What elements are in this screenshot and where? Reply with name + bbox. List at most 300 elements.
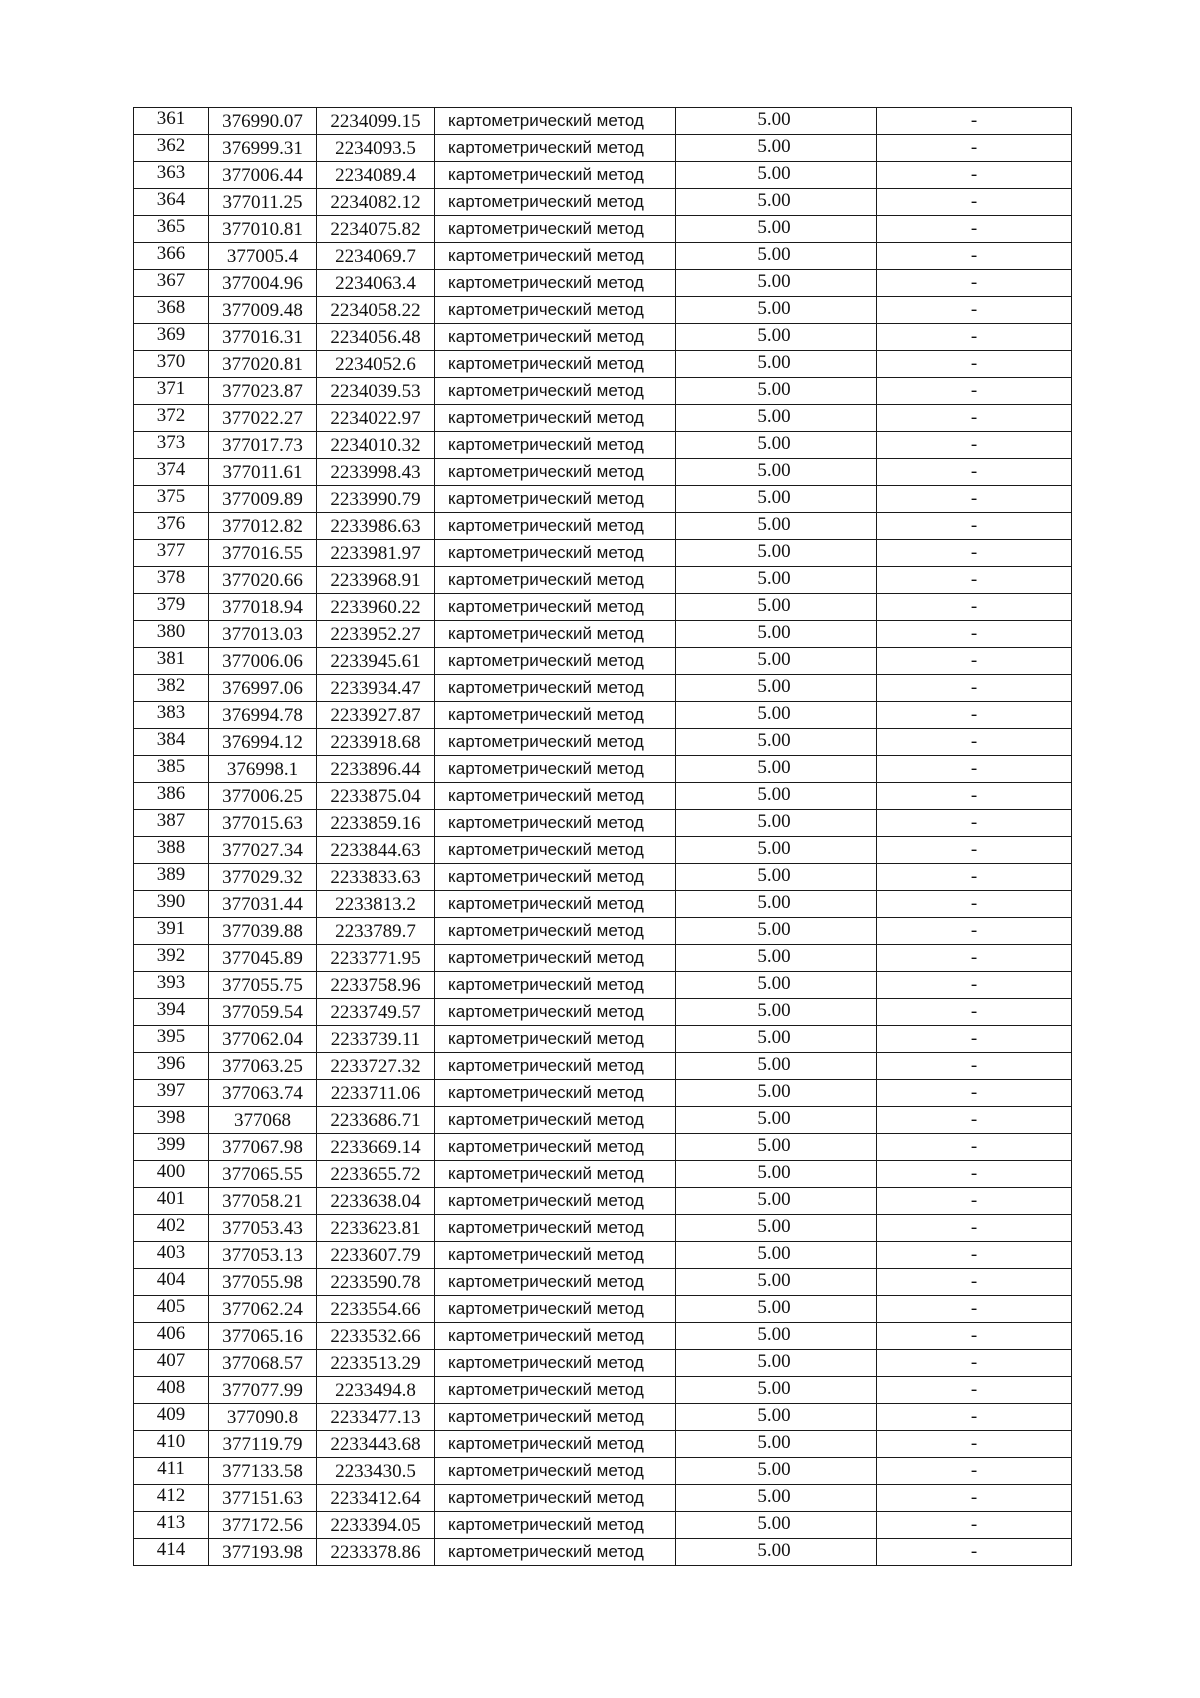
method-cell: картометрический метод xyxy=(435,459,676,486)
table-row xyxy=(134,675,1072,702)
precision-cell: 5.00 xyxy=(676,1296,877,1323)
method-cell: картометрический метод xyxy=(435,189,676,216)
x-coordinate-cell: 377151.63 xyxy=(209,1485,317,1512)
y-coordinate-cell: 2233968.91 xyxy=(317,567,435,594)
note-cell: - xyxy=(877,243,1072,270)
y-coordinate-cell: 2234058.22 xyxy=(317,297,435,324)
precision-cell: 5.00 xyxy=(676,378,877,405)
precision-cell: 5.00 xyxy=(676,162,877,189)
precision-cell: 5.00 xyxy=(676,945,877,972)
method-cell: картометрический метод xyxy=(435,1080,676,1107)
method-cell: картометрический метод xyxy=(435,702,676,729)
method-cell: картометрический метод xyxy=(435,540,676,567)
table-row xyxy=(134,1485,1072,1512)
x-coordinate-cell: 377006.25 xyxy=(209,783,317,810)
point-number-cell: 412 xyxy=(134,1485,209,1512)
point-number-cell: 403 xyxy=(134,1242,209,1269)
method-cell: картометрический метод xyxy=(435,324,676,351)
note-cell: - xyxy=(877,1404,1072,1431)
x-coordinate-cell: 377016.55 xyxy=(209,540,317,567)
note-cell: - xyxy=(877,621,1072,648)
method-cell: картометрический метод xyxy=(435,1323,676,1350)
point-number-cell: 398 xyxy=(134,1107,209,1134)
method-cell: картометрический метод xyxy=(435,594,676,621)
note-cell: - xyxy=(877,1215,1072,1242)
precision-cell: 5.00 xyxy=(676,1053,877,1080)
note-cell: - xyxy=(877,1161,1072,1188)
x-coordinate-cell: 377004.96 xyxy=(209,270,317,297)
precision-cell: 5.00 xyxy=(676,405,877,432)
point-number-cell: 376 xyxy=(134,513,209,540)
y-coordinate-cell: 2233554.66 xyxy=(317,1296,435,1323)
table-row xyxy=(134,216,1072,243)
x-coordinate-cell: 377022.27 xyxy=(209,405,317,432)
note-cell: - xyxy=(877,513,1072,540)
method-cell: картометрический метод xyxy=(435,405,676,432)
point-number-cell: 373 xyxy=(134,432,209,459)
precision-cell: 5.00 xyxy=(676,189,877,216)
point-number-cell: 386 xyxy=(134,783,209,810)
table-row xyxy=(134,486,1072,513)
note-cell: - xyxy=(877,1485,1072,1512)
method-cell: картометрический метод xyxy=(435,108,676,135)
point-number-cell: 414 xyxy=(134,1539,209,1566)
precision-cell: 5.00 xyxy=(676,216,877,243)
x-coordinate-cell: 376994.12 xyxy=(209,729,317,756)
point-number-cell: 394 xyxy=(134,999,209,1026)
note-cell: - xyxy=(877,162,1072,189)
coordinates-table xyxy=(133,107,1072,1566)
x-coordinate-cell: 377023.87 xyxy=(209,378,317,405)
precision-cell: 5.00 xyxy=(676,1323,877,1350)
point-number-cell: 379 xyxy=(134,594,209,621)
table-row xyxy=(134,1134,1072,1161)
y-coordinate-cell: 2233918.68 xyxy=(317,729,435,756)
y-coordinate-cell: 2234022.97 xyxy=(317,405,435,432)
table-row xyxy=(134,1431,1072,1458)
precision-cell: 5.00 xyxy=(676,1215,877,1242)
y-coordinate-cell: 2233477.13 xyxy=(317,1404,435,1431)
precision-cell: 5.00 xyxy=(676,432,877,459)
x-coordinate-cell: 377010.81 xyxy=(209,216,317,243)
method-cell: картометрический метод xyxy=(435,1485,676,1512)
method-cell: картометрический метод xyxy=(435,1377,676,1404)
table-row xyxy=(134,702,1072,729)
note-cell: - xyxy=(877,270,1072,297)
method-cell: картометрический метод xyxy=(435,1296,676,1323)
y-coordinate-cell: 2233927.87 xyxy=(317,702,435,729)
table-row xyxy=(134,918,1072,945)
note-cell: - xyxy=(877,324,1072,351)
note-cell: - xyxy=(877,1269,1072,1296)
note-cell: - xyxy=(877,1539,1072,1566)
precision-cell: 5.00 xyxy=(676,513,877,540)
x-coordinate-cell: 377053.43 xyxy=(209,1215,317,1242)
note-cell: - xyxy=(877,567,1072,594)
table-row xyxy=(134,1242,1072,1269)
y-coordinate-cell: 2234082.12 xyxy=(317,189,435,216)
method-cell: картометрический метод xyxy=(435,135,676,162)
table-row xyxy=(134,1215,1072,1242)
x-coordinate-cell: 376990.07 xyxy=(209,108,317,135)
y-coordinate-cell: 2233833.63 xyxy=(317,864,435,891)
method-cell: картометрический метод xyxy=(435,1350,676,1377)
method-cell: картометрический метод xyxy=(435,567,676,594)
method-cell: картометрический метод xyxy=(435,999,676,1026)
note-cell: - xyxy=(877,729,1072,756)
x-coordinate-cell: 377027.34 xyxy=(209,837,317,864)
method-cell: картометрический метод xyxy=(435,486,676,513)
x-coordinate-cell: 377055.98 xyxy=(209,1269,317,1296)
precision-cell: 5.00 xyxy=(676,108,877,135)
point-number-cell: 390 xyxy=(134,891,209,918)
precision-cell: 5.00 xyxy=(676,459,877,486)
y-coordinate-cell: 2233998.43 xyxy=(317,459,435,486)
point-number-cell: 362 xyxy=(134,135,209,162)
method-cell: картометрический метод xyxy=(435,351,676,378)
x-coordinate-cell: 377011.25 xyxy=(209,189,317,216)
y-coordinate-cell: 2233934.47 xyxy=(317,675,435,702)
precision-cell: 5.00 xyxy=(676,1404,877,1431)
point-number-cell: 411 xyxy=(134,1458,209,1485)
y-coordinate-cell: 2233727.32 xyxy=(317,1053,435,1080)
x-coordinate-cell: 377090.8 xyxy=(209,1404,317,1431)
precision-cell: 5.00 xyxy=(676,1377,877,1404)
x-coordinate-cell: 377005.4 xyxy=(209,243,317,270)
point-number-cell: 374 xyxy=(134,459,209,486)
table-row xyxy=(134,1377,1072,1404)
point-number-cell: 378 xyxy=(134,567,209,594)
point-number-cell: 396 xyxy=(134,1053,209,1080)
table-row xyxy=(134,243,1072,270)
point-number-cell: 389 xyxy=(134,864,209,891)
table-row xyxy=(134,864,1072,891)
y-coordinate-cell: 2233945.61 xyxy=(317,648,435,675)
precision-cell: 5.00 xyxy=(676,621,877,648)
method-cell: картометрический метод xyxy=(435,756,676,783)
note-cell: - xyxy=(877,810,1072,837)
precision-cell: 5.00 xyxy=(676,1161,877,1188)
table-row xyxy=(134,1269,1072,1296)
precision-cell: 5.00 xyxy=(676,540,877,567)
x-coordinate-cell: 377018.94 xyxy=(209,594,317,621)
point-number-cell: 370 xyxy=(134,351,209,378)
y-coordinate-cell: 2233981.97 xyxy=(317,540,435,567)
x-coordinate-cell: 377013.03 xyxy=(209,621,317,648)
precision-cell: 5.00 xyxy=(676,918,877,945)
note-cell: - xyxy=(877,1431,1072,1458)
x-coordinate-cell: 377053.13 xyxy=(209,1242,317,1269)
table-row xyxy=(134,297,1072,324)
table-row xyxy=(134,270,1072,297)
y-coordinate-cell: 2233859.16 xyxy=(317,810,435,837)
precision-cell: 5.00 xyxy=(676,1134,877,1161)
note-cell: - xyxy=(877,486,1072,513)
y-coordinate-cell: 2233739.11 xyxy=(317,1026,435,1053)
y-coordinate-cell: 2233771.95 xyxy=(317,945,435,972)
method-cell: картометрический метод xyxy=(435,1404,676,1431)
point-number-cell: 371 xyxy=(134,378,209,405)
precision-cell: 5.00 xyxy=(676,756,877,783)
table-row xyxy=(134,351,1072,378)
method-cell: картометрический метод xyxy=(435,1161,676,1188)
table-row xyxy=(134,729,1072,756)
x-coordinate-cell: 376997.06 xyxy=(209,675,317,702)
point-number-cell: 407 xyxy=(134,1350,209,1377)
y-coordinate-cell: 2234069.7 xyxy=(317,243,435,270)
method-cell: картометрический метод xyxy=(435,432,676,459)
x-coordinate-cell: 377011.61 xyxy=(209,459,317,486)
y-coordinate-cell: 2233378.86 xyxy=(317,1539,435,1566)
x-coordinate-cell: 377055.75 xyxy=(209,972,317,999)
table-row xyxy=(134,1188,1072,1215)
point-number-cell: 408 xyxy=(134,1377,209,1404)
note-cell: - xyxy=(877,918,1072,945)
table-row xyxy=(134,1107,1072,1134)
x-coordinate-cell: 377077.99 xyxy=(209,1377,317,1404)
precision-cell: 5.00 xyxy=(676,567,877,594)
note-cell: - xyxy=(877,1350,1072,1377)
x-coordinate-cell: 377059.54 xyxy=(209,999,317,1026)
note-cell: - xyxy=(877,864,1072,891)
y-coordinate-cell: 2233749.57 xyxy=(317,999,435,1026)
note-cell: - xyxy=(877,1026,1072,1053)
point-number-cell: 372 xyxy=(134,405,209,432)
note-cell: - xyxy=(877,972,1072,999)
note-cell: - xyxy=(877,297,1072,324)
point-number-cell: 377 xyxy=(134,540,209,567)
point-number-cell: 388 xyxy=(134,837,209,864)
method-cell: картометрический метод xyxy=(435,162,676,189)
x-coordinate-cell: 377063.25 xyxy=(209,1053,317,1080)
x-coordinate-cell: 377039.88 xyxy=(209,918,317,945)
point-number-cell: 369 xyxy=(134,324,209,351)
y-coordinate-cell: 2233513.29 xyxy=(317,1350,435,1377)
table-row xyxy=(134,108,1072,135)
y-coordinate-cell: 2233711.06 xyxy=(317,1080,435,1107)
note-cell: - xyxy=(877,1188,1072,1215)
point-number-cell: 382 xyxy=(134,675,209,702)
note-cell: - xyxy=(877,1512,1072,1539)
method-cell: картометрический метод xyxy=(435,1134,676,1161)
x-coordinate-cell: 377193.98 xyxy=(209,1539,317,1566)
note-cell: - xyxy=(877,1053,1072,1080)
x-coordinate-cell: 377020.66 xyxy=(209,567,317,594)
table-row xyxy=(134,1350,1072,1377)
point-number-cell: 368 xyxy=(134,297,209,324)
x-coordinate-cell: 377063.74 xyxy=(209,1080,317,1107)
y-coordinate-cell: 2233686.71 xyxy=(317,1107,435,1134)
x-coordinate-cell: 377058.21 xyxy=(209,1188,317,1215)
y-coordinate-cell: 2233813.2 xyxy=(317,891,435,918)
precision-cell: 5.00 xyxy=(676,1080,877,1107)
x-coordinate-cell: 377006.06 xyxy=(209,648,317,675)
y-coordinate-cell: 2233960.22 xyxy=(317,594,435,621)
note-cell: - xyxy=(877,405,1072,432)
precision-cell: 5.00 xyxy=(676,1026,877,1053)
x-coordinate-cell: 377009.89 xyxy=(209,486,317,513)
precision-cell: 5.00 xyxy=(676,270,877,297)
point-number-cell: 367 xyxy=(134,270,209,297)
note-cell: - xyxy=(877,702,1072,729)
note-cell: - xyxy=(877,189,1072,216)
table-row xyxy=(134,783,1072,810)
x-coordinate-cell: 377012.82 xyxy=(209,513,317,540)
x-coordinate-cell: 377020.81 xyxy=(209,351,317,378)
x-coordinate-cell: 376994.78 xyxy=(209,702,317,729)
y-coordinate-cell: 2233443.68 xyxy=(317,1431,435,1458)
method-cell: картометрический метод xyxy=(435,810,676,837)
table-row xyxy=(134,189,1072,216)
note-cell: - xyxy=(877,1080,1072,1107)
method-cell: картометрический метод xyxy=(435,513,676,540)
precision-cell: 5.00 xyxy=(676,135,877,162)
table-row xyxy=(134,378,1072,405)
point-number-cell: 387 xyxy=(134,810,209,837)
table-row xyxy=(134,1161,1072,1188)
method-cell: картометрический метод xyxy=(435,837,676,864)
precision-cell: 5.00 xyxy=(676,1350,877,1377)
precision-cell: 5.00 xyxy=(676,243,877,270)
table-row xyxy=(134,810,1072,837)
point-number-cell: 397 xyxy=(134,1080,209,1107)
note-cell: - xyxy=(877,1134,1072,1161)
y-coordinate-cell: 2233789.7 xyxy=(317,918,435,945)
x-coordinate-cell: 377015.63 xyxy=(209,810,317,837)
note-cell: - xyxy=(877,891,1072,918)
point-number-cell: 366 xyxy=(134,243,209,270)
point-number-cell: 410 xyxy=(134,1431,209,1458)
precision-cell: 5.00 xyxy=(676,702,877,729)
point-number-cell: 393 xyxy=(134,972,209,999)
point-number-cell: 384 xyxy=(134,729,209,756)
point-number-cell: 383 xyxy=(134,702,209,729)
precision-cell: 5.00 xyxy=(676,729,877,756)
table-row xyxy=(134,594,1072,621)
y-coordinate-cell: 2233430.5 xyxy=(317,1458,435,1485)
table-row xyxy=(134,945,1072,972)
x-coordinate-cell: 376998.1 xyxy=(209,756,317,783)
precision-cell: 5.00 xyxy=(676,1107,877,1134)
y-coordinate-cell: 2233394.05 xyxy=(317,1512,435,1539)
method-cell: картометрический метод xyxy=(435,918,676,945)
x-coordinate-cell: 377068.57 xyxy=(209,1350,317,1377)
note-cell: - xyxy=(877,783,1072,810)
point-number-cell: 385 xyxy=(134,756,209,783)
note-cell: - xyxy=(877,378,1072,405)
y-coordinate-cell: 2234063.4 xyxy=(317,270,435,297)
point-number-cell: 413 xyxy=(134,1512,209,1539)
x-coordinate-cell: 377133.58 xyxy=(209,1458,317,1485)
method-cell: картометрический метод xyxy=(435,1458,676,1485)
y-coordinate-cell: 2234010.32 xyxy=(317,432,435,459)
table-row xyxy=(134,513,1072,540)
x-coordinate-cell: 377065.55 xyxy=(209,1161,317,1188)
y-coordinate-cell: 2233532.66 xyxy=(317,1323,435,1350)
method-cell: картометрический метод xyxy=(435,621,676,648)
x-coordinate-cell: 377017.73 xyxy=(209,432,317,459)
note-cell: - xyxy=(877,135,1072,162)
coordinates-table-body xyxy=(134,108,1072,1566)
x-coordinate-cell: 377045.89 xyxy=(209,945,317,972)
x-coordinate-cell: 377067.98 xyxy=(209,1134,317,1161)
y-coordinate-cell: 2233669.14 xyxy=(317,1134,435,1161)
y-coordinate-cell: 2234075.82 xyxy=(317,216,435,243)
point-number-cell: 405 xyxy=(134,1296,209,1323)
precision-cell: 5.00 xyxy=(676,1188,877,1215)
y-coordinate-cell: 2234039.53 xyxy=(317,378,435,405)
note-cell: - xyxy=(877,1296,1072,1323)
point-number-cell: 395 xyxy=(134,1026,209,1053)
precision-cell: 5.00 xyxy=(676,1512,877,1539)
point-number-cell: 402 xyxy=(134,1215,209,1242)
point-number-cell: 404 xyxy=(134,1269,209,1296)
table-row xyxy=(134,405,1072,432)
table-row xyxy=(134,432,1072,459)
method-cell: картометрический метод xyxy=(435,1107,676,1134)
y-coordinate-cell: 2233607.79 xyxy=(317,1242,435,1269)
note-cell: - xyxy=(877,945,1072,972)
table-row xyxy=(134,891,1072,918)
note-cell: - xyxy=(877,459,1072,486)
note-cell: - xyxy=(877,1458,1072,1485)
y-coordinate-cell: 2234099.15 xyxy=(317,108,435,135)
precision-cell: 5.00 xyxy=(676,351,877,378)
x-coordinate-cell: 377062.04 xyxy=(209,1026,317,1053)
point-number-cell: 400 xyxy=(134,1161,209,1188)
method-cell: картометрический метод xyxy=(435,216,676,243)
method-cell: картометрический метод xyxy=(435,243,676,270)
point-number-cell: 365 xyxy=(134,216,209,243)
y-coordinate-cell: 2233990.79 xyxy=(317,486,435,513)
method-cell: картометрический метод xyxy=(435,891,676,918)
method-cell: картометрический метод xyxy=(435,1215,676,1242)
y-coordinate-cell: 2233896.44 xyxy=(317,756,435,783)
x-coordinate-cell: 377031.44 xyxy=(209,891,317,918)
precision-cell: 5.00 xyxy=(676,1431,877,1458)
precision-cell: 5.00 xyxy=(676,297,877,324)
note-cell: - xyxy=(877,837,1072,864)
y-coordinate-cell: 2233952.27 xyxy=(317,621,435,648)
table-row xyxy=(134,972,1072,999)
precision-cell: 5.00 xyxy=(676,1269,877,1296)
note-cell: - xyxy=(877,594,1072,621)
note-cell: - xyxy=(877,432,1072,459)
note-cell: - xyxy=(877,675,1072,702)
note-cell: - xyxy=(877,756,1072,783)
table-row xyxy=(134,1458,1072,1485)
method-cell: картометрический метод xyxy=(435,1269,676,1296)
x-coordinate-cell: 377009.48 xyxy=(209,297,317,324)
precision-cell: 5.00 xyxy=(676,1485,877,1512)
note-cell: - xyxy=(877,216,1072,243)
note-cell: - xyxy=(877,999,1072,1026)
note-cell: - xyxy=(877,1242,1072,1269)
table-row xyxy=(134,1404,1072,1431)
table-row xyxy=(134,1512,1072,1539)
y-coordinate-cell: 2233844.63 xyxy=(317,837,435,864)
precision-cell: 5.00 xyxy=(676,1458,877,1485)
method-cell: картометрический метод xyxy=(435,1242,676,1269)
precision-cell: 5.00 xyxy=(676,1242,877,1269)
y-coordinate-cell: 2233986.63 xyxy=(317,513,435,540)
note-cell: - xyxy=(877,648,1072,675)
method-cell: картометрический метод xyxy=(435,729,676,756)
table-row xyxy=(134,135,1072,162)
table-row xyxy=(134,1323,1072,1350)
note-cell: - xyxy=(877,108,1072,135)
x-coordinate-cell: 377068 xyxy=(209,1107,317,1134)
